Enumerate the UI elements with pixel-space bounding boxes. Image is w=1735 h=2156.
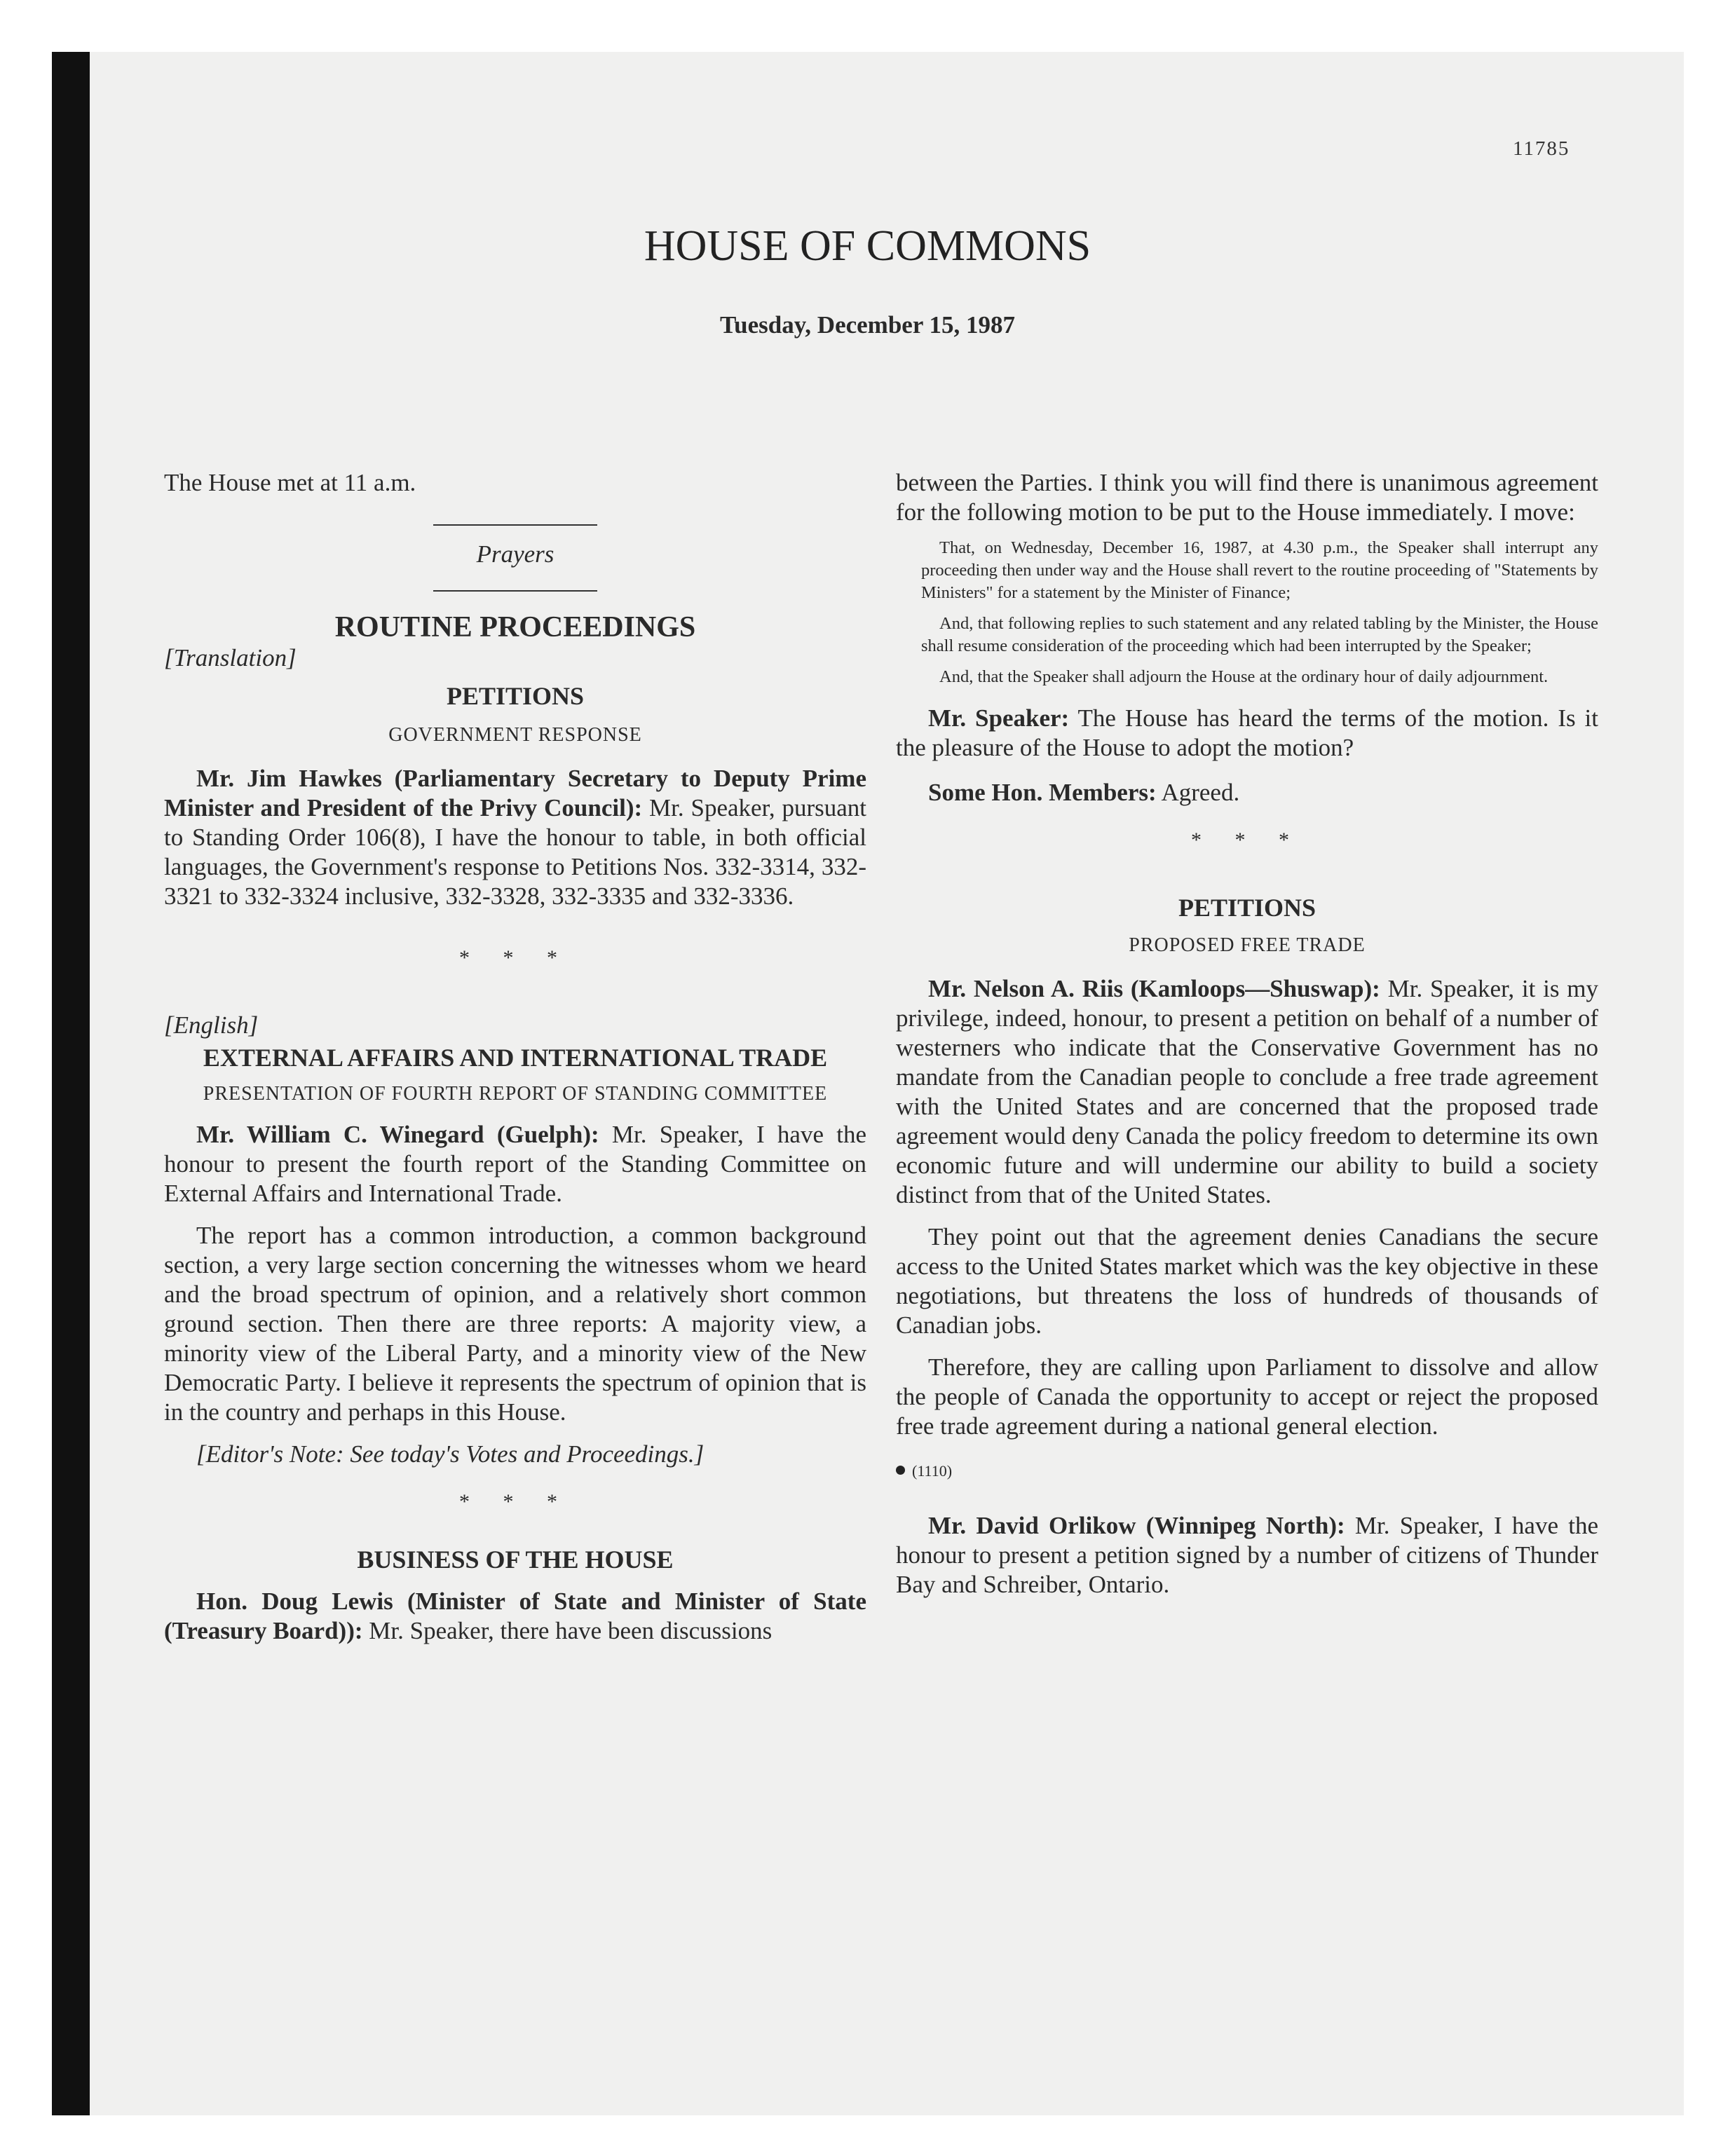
lewis-paragraph [164, 1587, 866, 1646]
editors-note: [Editor's Note: See today's Votes and Proceedings.] [196, 1440, 705, 1468]
speech-text: The House has heard the terms of the motion. Is it the pleasure of the House to adopt the motion? [896, 704, 1598, 761]
motion-clause-1: That, on Wednesday, December 16, 1987, at 4.30 p.m., the Speaker shall interrupt any proceeding then under way and the House shall revert to the routine proceeding of "Statements by Ministers" for a statement by the Minister of Finance; [921, 538, 1598, 602]
house-title: HOUSE OF COMMONS [644, 222, 1091, 270]
left-column [164, 468, 866, 1646]
petitions-heading-2: PETITIONS [1178, 894, 1316, 922]
members-paragraph [896, 778, 1598, 807]
petitions-heading: PETITIONS [446, 682, 585, 710]
translation-tag: [Translation] [164, 644, 297, 671]
timestamp-line [896, 1454, 1598, 1486]
government-response-subheading: GOVERNMENT RESPONSE [388, 724, 642, 746]
speaker-name: Some Hon. Members: [928, 779, 1157, 806]
date-line: Tuesday, December 15, 1987 [720, 311, 1015, 339]
right-column [896, 468, 1598, 1599]
speech-text: Mr. Speaker, pursuant to Standing Order 106(8), I have the honour to table, in both official languages, the Government's response to Petitions Nos. 332-3314, 332-3321 to 332-3324 inclusive, 332-3328, 332-3335 and 332-3336. [164, 794, 866, 910]
business-of-house-heading: BUSINESS OF THE HOUSE [357, 1546, 674, 1574]
winegard-paragraph [164, 1120, 866, 1208]
page-number: 11785 [1513, 137, 1570, 160]
speaker-name: Mr. William C. Winegard (Guelph): [196, 1121, 599, 1148]
orlikow-paragraph [896, 1511, 1598, 1599]
timestamp: (1110) [912, 1462, 953, 1480]
report-paragraph: The report has a common introduction, a common background section, a very large section concerning the witnesses whom we heard and the broad spectrum of opinion, and a relatively short common ground section. Then there are three reports: A majority view, a minority view of the Liberal Party, and a minority view of the New Democratic Party. I believe it represents the spectrum of opinion that is in the country and perhaps in this House. [164, 1222, 866, 1426]
speech-text: Mr. Speaker, I have the honour to present a petition signed by a number of citizens of Thunder Bay and Schreiber, Ontario. [896, 1512, 1598, 1598]
speaker-name: Mr. Nelson A. Riis (Kamloops—Shuswap): [928, 975, 1380, 1002]
speaker-name: Mr. David Orlikow (Winnipeg North): [928, 1512, 1345, 1539]
presentation-subheading: PRESENTATION OF FOURTH REPORT OF STANDING COMMITTEE [203, 1083, 828, 1105]
motion-text [896, 537, 1598, 688]
speaker-name: Mr. Speaker: [928, 704, 1070, 732]
speaker-name: Mr. Jim Hawkes (Parliamentary Secretary to Deputy Prime Minister and President of the Privy Council): [164, 765, 866, 821]
therefore-paragraph: Therefore, they are calling upon Parliament to dissolve and allow the people of Canada the opportunity to accept or reject the proposed free trade agreement during a national general election. [896, 1353, 1598, 1440]
section-separator: * * * [459, 946, 571, 969]
speech-text: Agreed. [1156, 779, 1240, 806]
section-separator: * * * [1191, 828, 1303, 852]
point-out-paragraph: They point out that the agreement denies Canadians the secure access to the United States market which was the key objective in these negotiations, but threatens the loss of hundreds of thousands of Canadian jobs. [896, 1223, 1598, 1339]
english-tag: [English] [164, 1011, 259, 1039]
hawkes-paragraph [164, 764, 866, 911]
bullet-icon [896, 1466, 905, 1475]
speech-text: Mr. Speaker, it is my privilege, indeed, honour, to present a petition on behalf of a number of westerners who indicate that the Conservative Government has no mandate from the Canadian people to conclude a free trade agreement with the United States and are concerned that the proposed trade agreement would deny Canada the policy freedom to determine its own economic future and will undermine our ability to build a society distinct from that of the United States. [896, 975, 1598, 1208]
routine-proceedings-heading: ROUTINE PROCEEDINGS [334, 611, 696, 643]
scan-edge-bar [52, 52, 90, 2115]
speech-text: Mr. Speaker, there have been discussions [362, 1617, 773, 1644]
speaker-paragraph [896, 704, 1598, 763]
speech-text: Mr. Speaker, I have the honour to present the fourth report of the Standing Committee on External Affairs and International Trade. [164, 1121, 866, 1207]
section-separator: * * * [459, 1490, 571, 1513]
house-met: The House met at 11 a.m. [164, 469, 416, 496]
speaker-name: Hon. Doug Lewis (Minister of State and Minister of State (Treasury Board)): [164, 1588, 866, 1644]
prayers-label: Prayers [476, 540, 554, 568]
riis-paragraph [896, 974, 1598, 1210]
proposed-free-trade-subheading: PROPOSED FREE TRADE [1129, 934, 1366, 956]
external-affairs-heading: EXTERNAL AFFAIRS AND INTERNATIONAL TRADE [203, 1044, 828, 1072]
continuation-paragraph: between the Parties. I think you will find there is unanimous agreement for the following motion to be put to the House immediately. I move: [896, 469, 1598, 526]
motion-clause-2: And, that following replies to such statement and any related tabling by the Minister, the House shall resume consideration of the proceeding which had been interrupted by the Speaker; [921, 614, 1598, 655]
motion-clause-3: And, that the Speaker shall adjourn the House at the ordinary hour of daily adjournment. [939, 667, 1549, 686]
